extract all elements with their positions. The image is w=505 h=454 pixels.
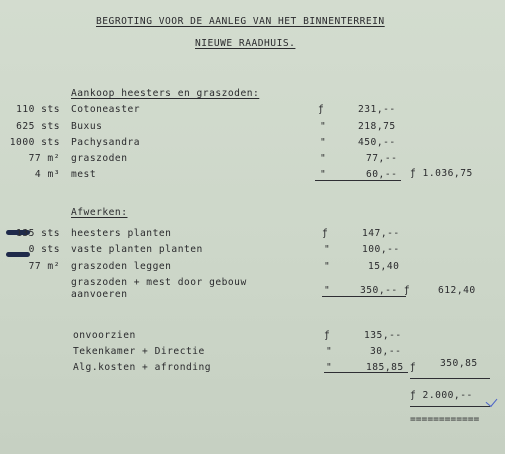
section1-amount: 60,-- bbox=[366, 169, 398, 180]
section1-sum-rule bbox=[315, 180, 401, 181]
grand-total: ƒ 2.000,-- bbox=[410, 390, 473, 401]
section1-qty: 110 sts bbox=[16, 104, 60, 115]
section1-currency: " bbox=[320, 137, 327, 148]
section2-desc: graszoden leggen bbox=[71, 261, 172, 272]
section2-qty: 77 m² bbox=[28, 261, 60, 272]
section3-currency: " bbox=[326, 346, 333, 357]
section2-amount: 147,-- bbox=[362, 228, 400, 239]
section2-desc: heesters planten bbox=[71, 228, 172, 239]
double-rule: ============ bbox=[410, 414, 480, 425]
section2-desc: graszoden + mest door gebouw bbox=[71, 277, 247, 288]
section1-currency: " bbox=[320, 121, 327, 132]
section3-currency: " bbox=[326, 362, 333, 373]
section2-amount: 100,-- bbox=[362, 244, 400, 255]
section2-desc-continued: aanvoeren bbox=[71, 289, 128, 300]
section1-amount: 231,-- bbox=[358, 104, 396, 115]
section1-desc: Pachysandra bbox=[71, 137, 141, 148]
section2-currency: " bbox=[324, 285, 331, 296]
section1-desc: Buxus bbox=[71, 121, 103, 132]
section3-desc: Alg.kosten + afronding bbox=[73, 362, 212, 373]
section1-amount: 218,75 bbox=[358, 121, 396, 132]
section2-amount: 350,-- ƒ bbox=[360, 285, 411, 296]
section2-currency: " bbox=[324, 244, 331, 255]
section2-qty: 0 sts bbox=[28, 244, 60, 255]
section3-amount: 30,-- bbox=[370, 346, 402, 357]
section3-sum-rule bbox=[324, 372, 408, 373]
section1-qty: 625 sts bbox=[16, 121, 60, 132]
section2-qty: 135 sts bbox=[16, 228, 60, 239]
section1-amount: 77,-- bbox=[366, 153, 398, 164]
section1-currency: " bbox=[320, 169, 327, 180]
section3-desc: onvoorzien bbox=[73, 330, 136, 341]
grand-total-underline bbox=[410, 406, 490, 407]
section3-currency: ƒ bbox=[324, 330, 331, 341]
document-subtitle: NIEUWE RAADHUIS. bbox=[195, 38, 296, 49]
section2-sum-rule bbox=[322, 296, 406, 297]
section2-subtotal: 612,40 bbox=[438, 285, 476, 296]
section1-currency: " bbox=[320, 153, 327, 164]
section3-desc: Tekenkamer + Directie bbox=[73, 346, 205, 357]
section1-desc: graszoden bbox=[71, 153, 128, 164]
grand-total-rule bbox=[410, 378, 490, 379]
section1-qty: 1000 sts bbox=[9, 137, 60, 148]
section3-subtotal: 350,85 bbox=[440, 358, 478, 369]
section2-currency: " bbox=[324, 261, 331, 272]
section3-amount: 135,-- bbox=[364, 330, 402, 341]
section2-amount: 15,40 bbox=[368, 261, 400, 272]
section3-amount: 185,85 ƒ bbox=[366, 362, 417, 373]
document-title: BEGROTING VOOR DE AANLEG VAN HET BINNENTERREIN bbox=[96, 16, 385, 27]
section1-qty: 4 m³ bbox=[34, 169, 60, 180]
section1-heading: Aankoop heesters en graszoden: bbox=[71, 88, 260, 99]
section2-desc: vaste planten planten bbox=[71, 244, 203, 255]
section1-subtotal: ƒ 1.036,75 bbox=[410, 168, 473, 179]
section1-qty: 77 m² bbox=[28, 153, 60, 164]
section1-desc: Cotoneaster bbox=[71, 104, 141, 115]
section2-currency: ƒ bbox=[322, 228, 329, 239]
section2-heading: Afwerken: bbox=[71, 207, 128, 218]
section1-currency: ƒ bbox=[318, 104, 325, 115]
section1-amount: 450,-- bbox=[358, 137, 396, 148]
section1-desc: mest bbox=[71, 169, 97, 180]
